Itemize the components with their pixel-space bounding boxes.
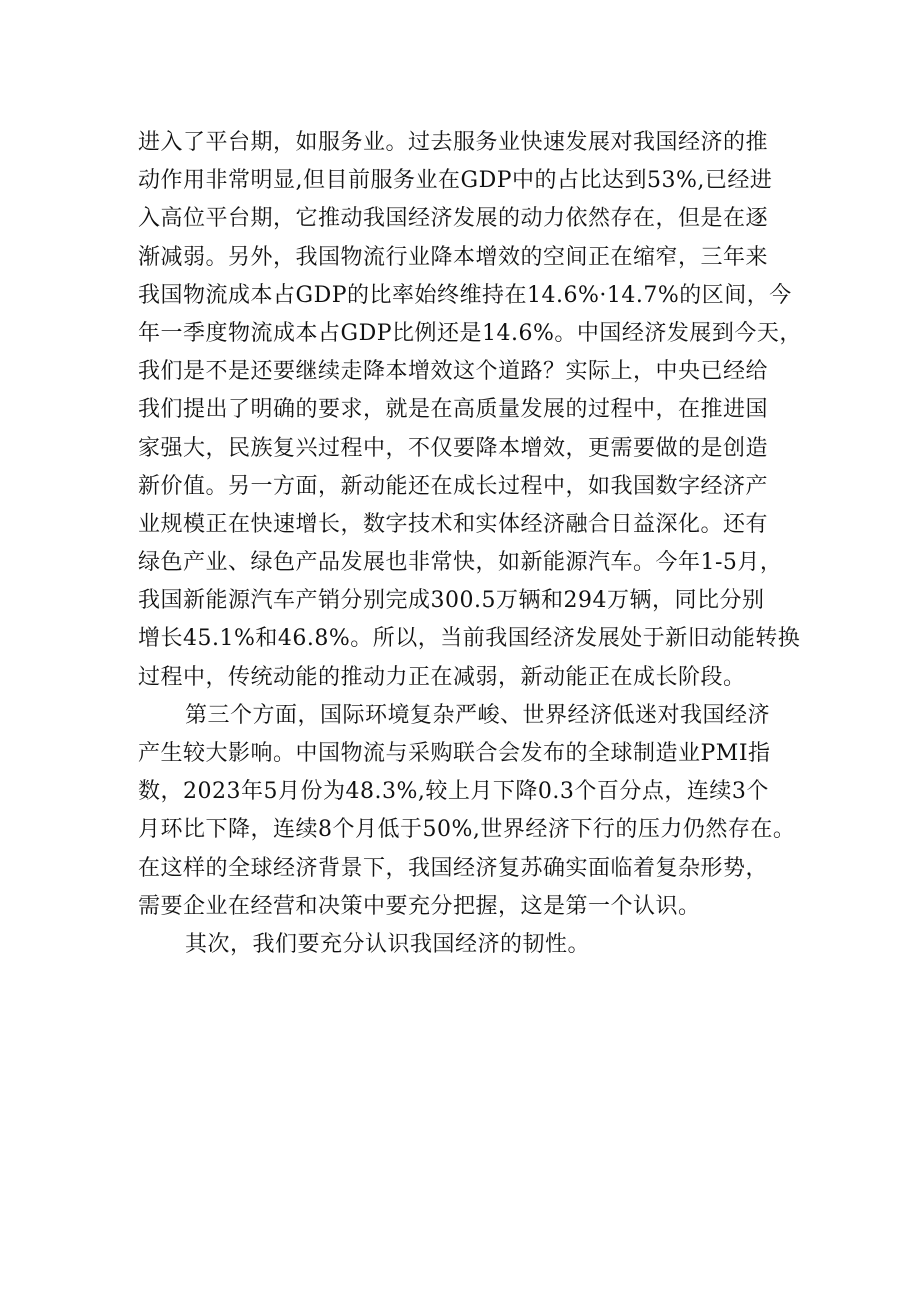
text-line: 需要企业在经营和决策中要充分把握，这是第一个认识。	[138, 893, 701, 919]
text-line: 我国物流成本占GDP的比率始终维持在14.6%·14.7%的区间，今	[138, 282, 792, 308]
text-line: 渐减弱。另外，我国物流行业降本增效的空间正在缩窄，三年来	[138, 244, 769, 270]
text-line: 过程中，传统动能的推动力正在减弱，新动能正在成长阶段。	[138, 664, 746, 690]
text-line: 绿色产业、绿色产品发展也非常快，如新能源汽车。今年1-5月，	[138, 550, 783, 576]
text-line: 年一季度物流成本占GDP比例还是14.6%。中国经济发展到今天，	[138, 320, 802, 346]
text-line: 进入了平台期，如服务业。过去服务业快速发展对我国经济的推	[138, 130, 769, 155]
text-line: 月环比下降，连续8个月低于50%,世界经济下行的压力仍然存在。	[138, 817, 796, 843]
text-line: 业规模正在快速增长，数字技术和实体经济融合日益深化。还有	[138, 511, 769, 537]
text-line: 入高位平台期，它推动我国经济发展的动力依然存在，但是在逐	[138, 206, 769, 232]
text-line: 在这样的全球经济背景下，我国经济复苏确实面临着复杂形势，	[138, 855, 769, 881]
text-line: 家强大，民族复兴过程中，不仅要降本增效，更需要做的是创造	[138, 435, 769, 461]
text-line: 增长45.1%和46.8%。所以，当前我国经济发展处于新旧动能转换	[138, 626, 801, 652]
text-line: 我国新能源汽车产销分别完成300.5万辆和294万辆，同比分别	[138, 588, 765, 614]
document-body	[138, 124, 802, 964]
text-line: 产生较大影响。中国物流与采购联合会发布的全球制造业PMI指	[138, 741, 771, 766]
text-line: 动作用非常明显,但目前服务业在GDP中的占比达到53%,已经进	[138, 168, 773, 194]
text-line: 新价值。另一方面，新动能还在成长过程中，如我国数字经济产	[138, 473, 769, 499]
text-line: 数，2023年5月份为48.3%,较上月下降0.3个百分点，连续3个	[138, 779, 769, 805]
paragraph-start-line: 第三个方面，国际环境复杂严峻、世界经济低迷对我国经济	[185, 702, 771, 728]
text-line: 我们是不是还要继续走降本增效这个道路？实际上，中央已经给	[138, 359, 769, 385]
paragraph-start-line: 其次，我们要充分认识我国经济的韧性。	[185, 931, 591, 957]
text-line: 我们提出了明确的要求，就是在高质量发展的过程中，在推进国	[138, 397, 769, 423]
